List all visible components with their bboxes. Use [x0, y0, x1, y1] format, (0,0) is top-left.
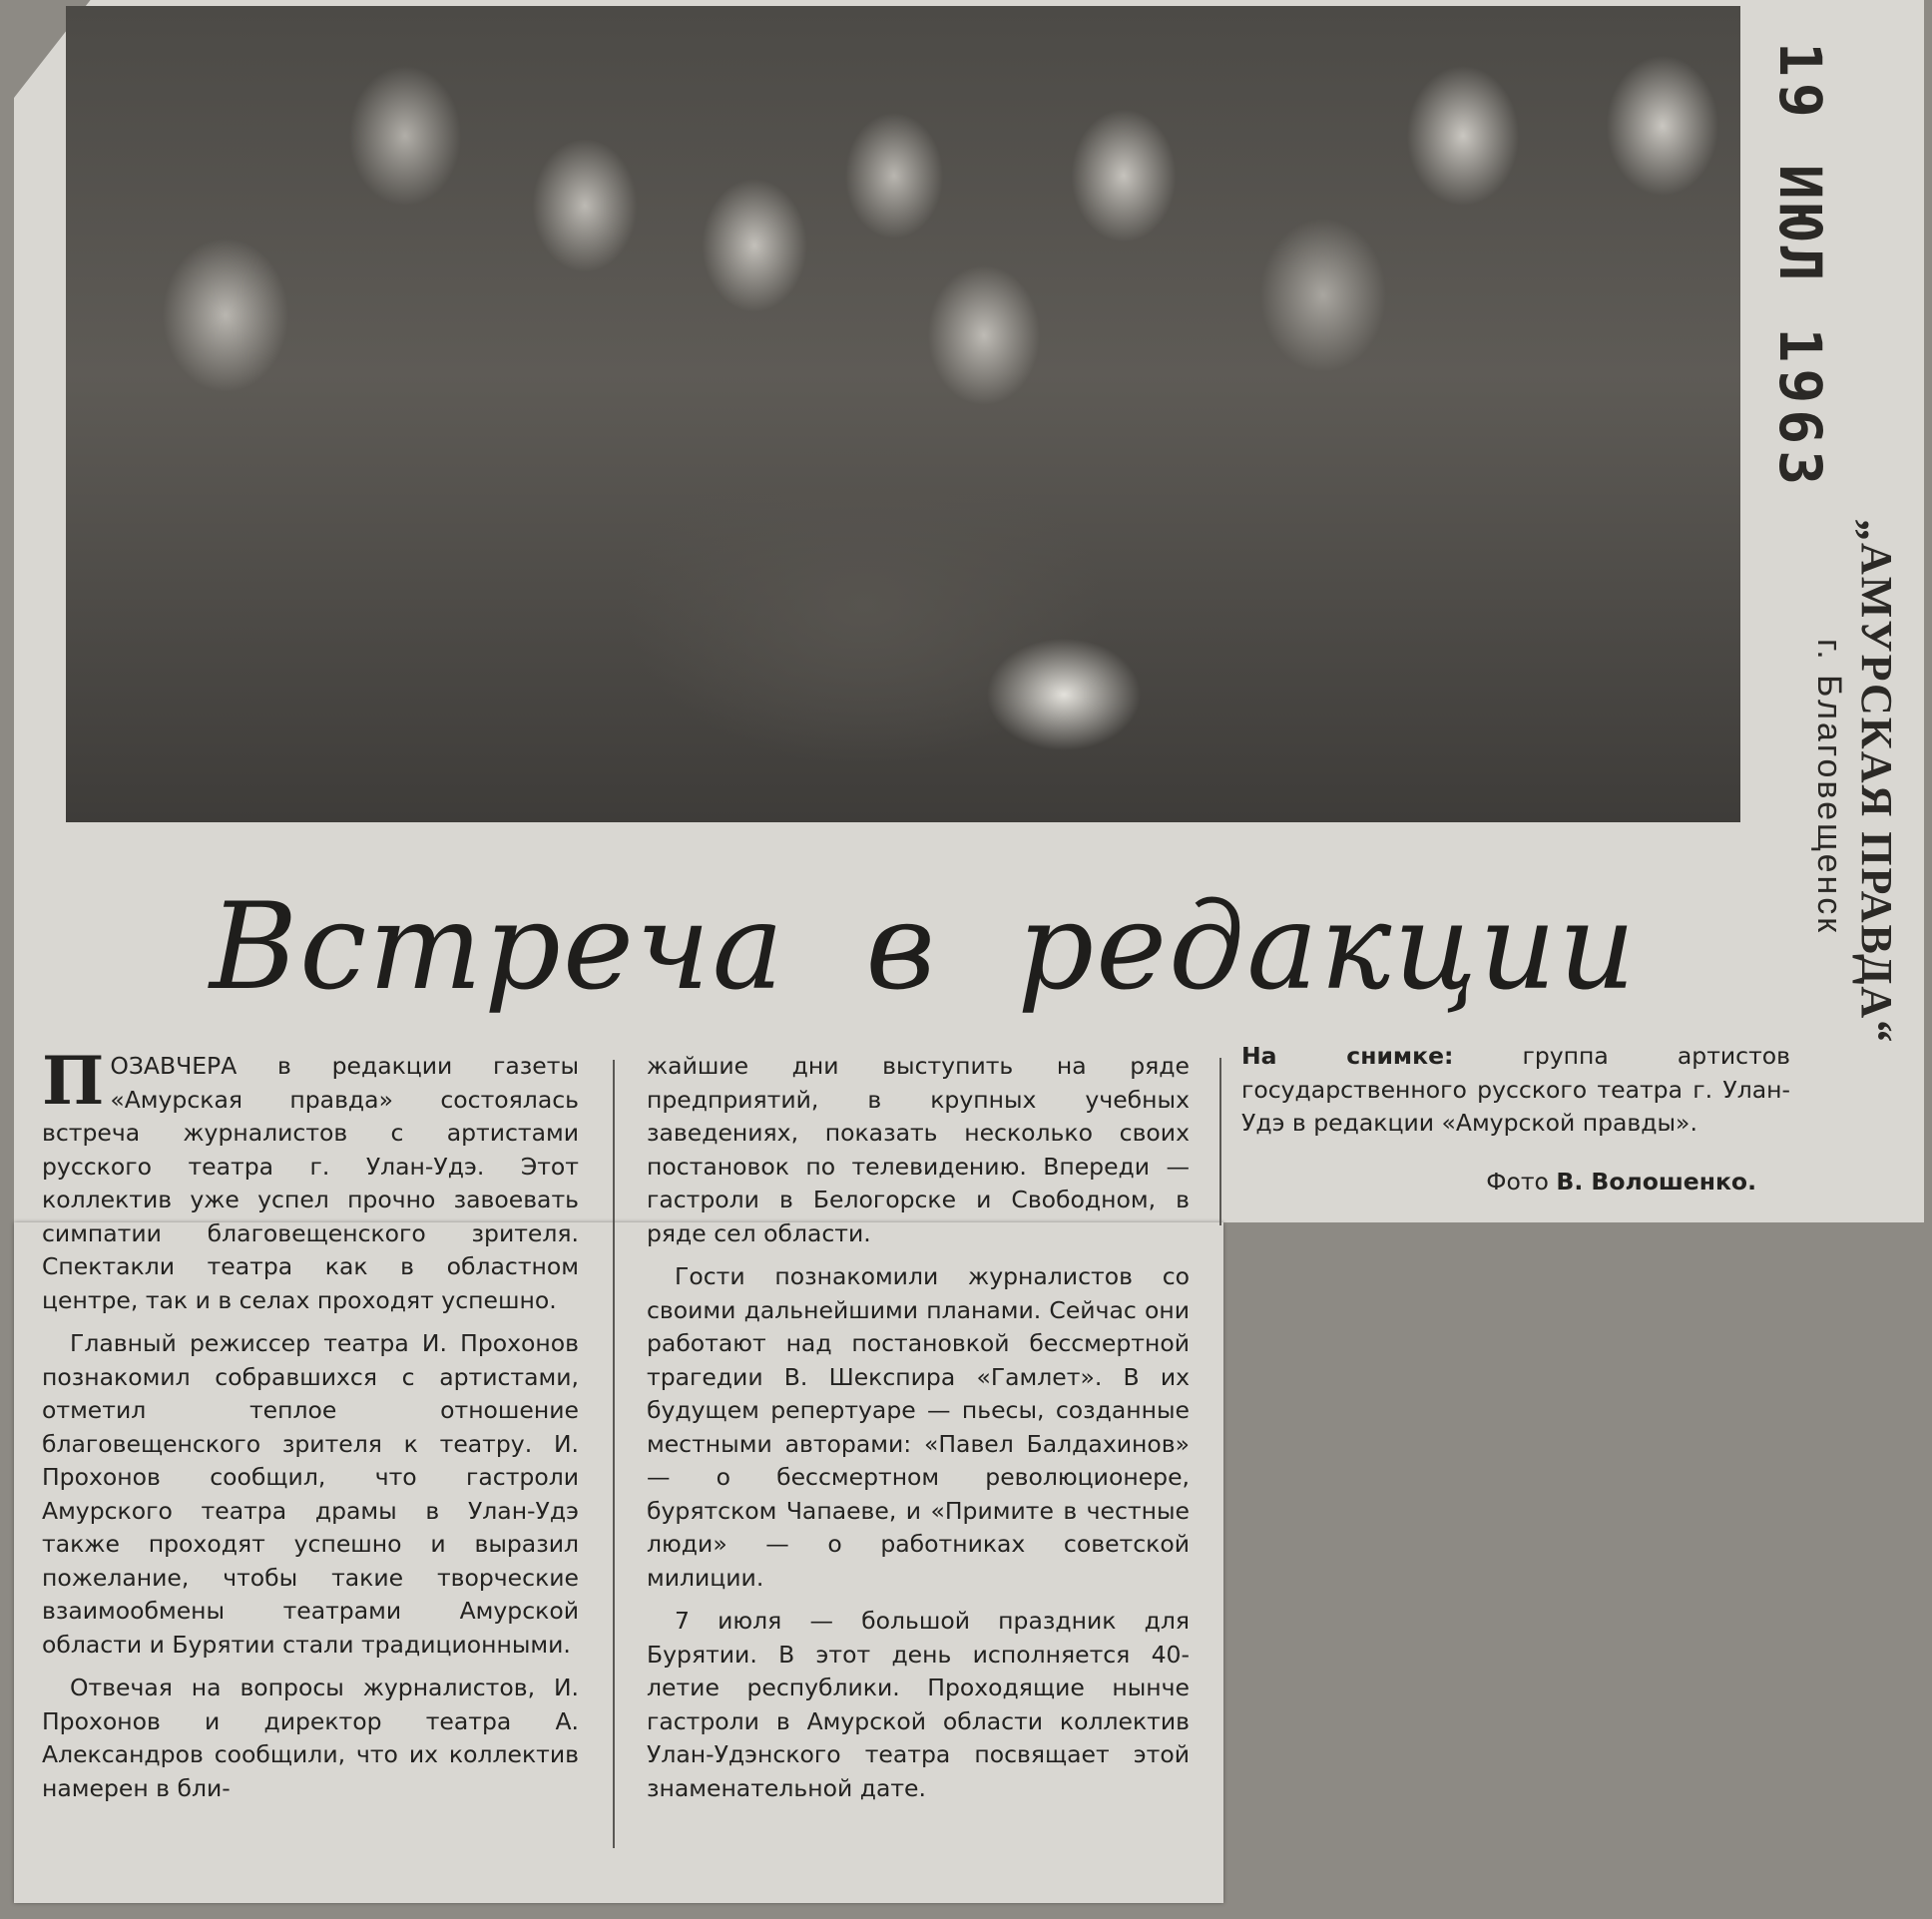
paragraph-text: ОЗАВЧЕРА в редакции газеты «Амурская правда» состоялась встреча журналистов с артистами русского театра г. Улан-Удэ. Этот коллектив уже успел прочно завоевать симпатии благовещенского зрителя. Спектакли театра как в областном центре, так и в селах проходят успешно.: [42, 1052, 579, 1314]
photo-credit: [1447, 1168, 1756, 1196]
article-column-2: [647, 1050, 1190, 1815]
group-photo: [66, 6, 1740, 822]
caption-divider: [1219, 1058, 1221, 1225]
article-headline: Встреча в редакции: [210, 878, 1638, 1017]
caption-text: группа артистов государственного русского театра г. Улан-Удэ в редакции «Амурской правды».: [1241, 1042, 1790, 1137]
archive-city-stamp: г. Благовещенск: [1810, 639, 1848, 936]
photo-caption: [1241, 1040, 1790, 1141]
article-paragraph: [42, 1042, 579, 1317]
column-divider: [613, 1060, 615, 1848]
archive-date-stamp: 19 ИЮЛ 1963: [1766, 42, 1834, 492]
credit-name: В. Волошенко.: [1556, 1168, 1756, 1196]
article-paragraph: 7 июля — большой праздник для Бурятии. В этот день исполняется 40-летие республики. Проходящие нынче гастроли в Амурской области коллектив Улан-Удэнского театра посвящает этой знаменательной дате.: [647, 1607, 1190, 1802]
article-paragraph: Главный режиссер театра И. Прохонов познакомил собравшихся с артистами, отметил теплое отношение благовещенского зрителя к театру. И. Прохонов сообщил, что гастроли Амурского театра драмы в Улан-Удэ также проходят успешно и выразил пожелание, чтобы такие творческие взаимообмены театрами Амурской области и Бурятии стали традиционными.: [42, 1329, 579, 1659]
archive-newspaper-stamp: „АМУРСКАЯ ПРАВДА“: [1852, 519, 1901, 1045]
caption-lead: На снимке:: [1241, 1042, 1454, 1070]
drop-cap: П: [42, 1042, 105, 1120]
credit-label: Фото: [1486, 1168, 1549, 1196]
article-paragraph: Гости познакомили журналистов со своими дальнейшими планами. Сейчас они работают над постановкой бессмертной трагедии В. Шекспира «Гамлет». В их будущем репертуаре — пьесы, созданные местными авторами: «Павел Балдахинов» — о бессмертном революционере, бурятском Чапаеве, и «Примите в честные люди» — о работниках советской милиции.: [647, 1262, 1190, 1592]
article-column-1: [42, 1042, 579, 1815]
article-paragraph: Отвечая на вопросы журналистов, И. Прохонов и директор театра А. Александров сообщили, что их коллектив намерен в бли-: [42, 1674, 579, 1802]
article-paragraph: жайшие дни выступить на ряде предприятий, в крупных учебных заведениях, показать несколько своих постановок по телевидению. Впереди — гастроли в Белогорске и Свободном, в ряде сел области.: [647, 1052, 1190, 1247]
